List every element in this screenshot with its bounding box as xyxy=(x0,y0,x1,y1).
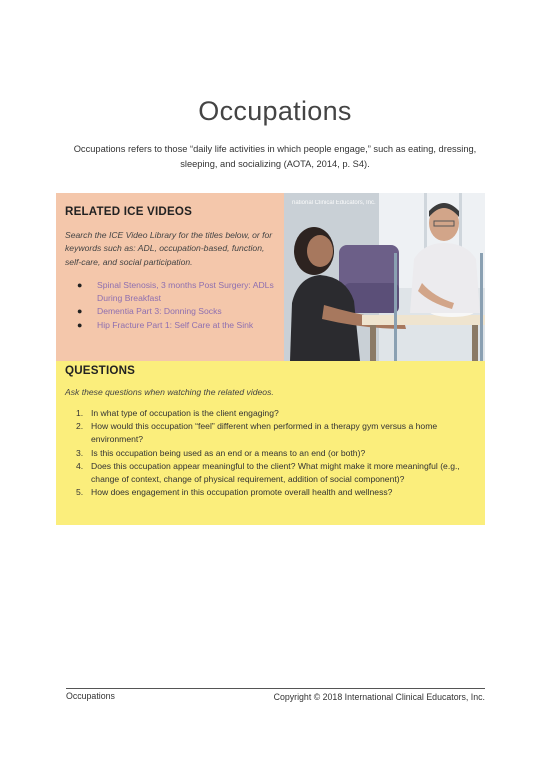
related-videos-list xyxy=(65,279,274,332)
footer-divider xyxy=(66,688,485,689)
questions-list xyxy=(65,407,475,499)
questions-heading: QUESTIONS xyxy=(65,364,136,377)
intro-text: Occupations refers to those “daily life activities in which people engage,” such as eating, dressing, sleeping, and socializing (AOTA, 2014, p. S4). xyxy=(73,144,477,169)
question-item: 1. In what type of occupation is the client engaging? xyxy=(76,408,279,418)
video-still-photo xyxy=(284,193,485,361)
video-link-hip-fracture[interactable]: ● Hip Fracture Part 1: Self Care at the Sink xyxy=(97,319,274,332)
page-title: Occupations xyxy=(198,96,352,126)
watermark-text: national Clinical Educators, Inc. xyxy=(292,200,376,206)
footer-title: Occupations xyxy=(66,691,115,701)
question-item: 4. Does this occupation appear meaningful to the client? What might make it more meaningful (e.g., change of context, change of physical requirement, addition of social component)? xyxy=(76,460,460,485)
related-videos-box xyxy=(56,193,284,361)
photo-illustration xyxy=(284,193,485,361)
related-videos-note: Search the ICE Video Library for the titles below, or for keywords such as: ADL, occupation-based, function, self-care, and social participation. xyxy=(65,230,273,267)
question-item: 2. How would this occupation “feel” different when performed in a therapy gym versus a home environment? xyxy=(76,421,438,445)
related-videos-heading: RELATED ICE VIDEOS xyxy=(65,205,193,218)
bullet-icon: ● xyxy=(77,306,83,317)
video-link-spinal-stenosis[interactable]: ● Spinal Stenosis, 3 months Post Surgery: ADLs During Breakfast xyxy=(77,279,274,304)
footer-copyright: Copyright © 2018 International Clinical Educators, Inc. xyxy=(273,692,485,702)
bullet-icon: ● xyxy=(77,319,83,330)
question-item: 5. How does engagement in this occupation promote overall health and wellness? xyxy=(76,487,393,498)
question-item: 3. Is this occupation being used as an end or a means to an end (or both)? xyxy=(76,447,366,458)
video-link-dementia[interactable]: ● Dementia Part 3: Donning Socks xyxy=(97,305,274,318)
bullet-icon: ● xyxy=(77,279,83,290)
questions-box xyxy=(56,361,485,525)
questions-note: Ask these questions when watching the related videos. xyxy=(65,387,274,397)
